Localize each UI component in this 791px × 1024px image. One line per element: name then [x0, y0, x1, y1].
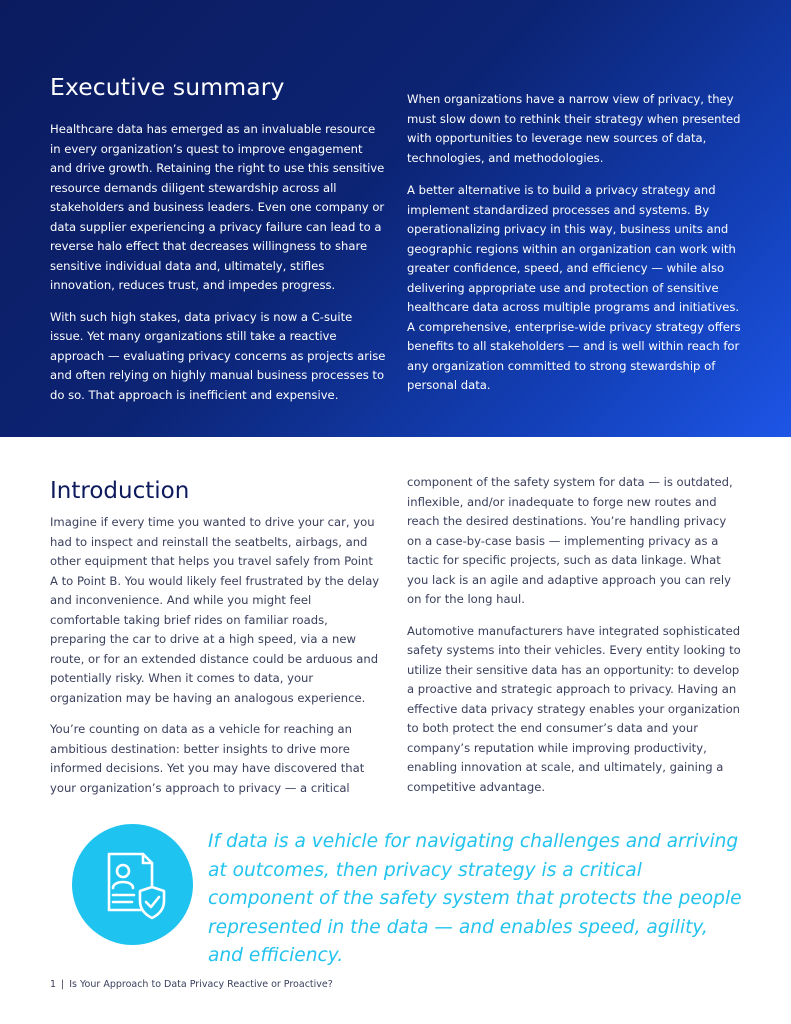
executive-summary-section	[0, 0, 791, 437]
executive-summary-left-column	[50, 72, 386, 417]
document-shield-check-icon	[72, 824, 193, 945]
page-footer	[50, 979, 333, 990]
pull-quote: If data is a vehicle for navigating challenges and arriving at outcomes, then privacy strategy is a critical component of the safety system that protects the people represented in the data — and enables speed, agility, and efficiency.	[208, 831, 742, 966]
introduction-heading: Introduction	[50, 478, 190, 504]
introduction-paragraph: component of the safety system for data — is outdated, inflexible, and/or inadequate to forge new routes and reach the desired destinations. You’re handling privacy on a case-by-case basis — implementing privacy as a tactic for specific projects, such as data linkage. What you lack is an agile and adaptive approach you can rely on for the long haul.	[407, 475, 733, 606]
executive-summary-paragraph: With such high stakes, data privacy is now a C-suite issue. Yet many organizations still take a reactive approach — evaluating privacy concerns as projects arise and often relying on highly manual business processes to do so. That approach is inefficient and expensive.	[50, 309, 386, 402]
page-number: 1	[50, 979, 57, 990]
executive-summary-heading: Executive summary	[50, 73, 285, 101]
executive-summary-right-column	[407, 90, 743, 409]
executive-summary-paragraph: A better alternative is to build a privacy strategy and implement standardized processes and systems. By operationalizing privacy in this way, business units and geographic regions within an organization can work with greater confidence, speed, and efficiency — while also delivering appropriate use and protection of sensitive healthcare data across multiple programs and initiatives. A comprehensive, enterprise-wide privacy strategy offers benefits to all stakeholders — and is well within reach for any organization committed to strong stewardship of personal data.	[407, 183, 741, 392]
introduction-right-column	[407, 473, 743, 809]
executive-summary-paragraph: When organizations have a narrow view of privacy, they must slow down to rethink their strategy when presented with opportunities to leverage new sources of data, technologies, and methodologies.	[407, 92, 741, 165]
introduction-left-column	[50, 476, 384, 810]
introduction-paragraph: Imagine if every time you wanted to drive your car, you had to inspect and reinstall the seatbelts, airbags, and other equipment that helps you travel safely from Point A to Point B. You would likely feel frustrated by the delay and inconvenience. And while you might feel comfortable taking brief rides on familiar roads, preparing the car to drive at a high speed, via a new route, or for an extended distance could be arduous and potentially risky. When it comes to data, your organization may be having an analogous experience.	[50, 515, 380, 705]
executive-summary-paragraph: Healthcare data has emerged as an invaluable resource in every organization’s quest to improve engagement and drive growth. Retaining the right to use this sensitive resource demands diligent stewardship across all stakeholders and business leaders. Even one company or data supplier experiencing a privacy failure can lead to a reverse halo effect that decreases willingness to share sensitive individual data and, ultimately, stifles innovation, reduces trust, and impedes progress.	[50, 122, 385, 292]
introduction-paragraph: You’re counting on data as a vehicle for reaching an ambitious destination: better insights to drive more informed decisions. Yet you may have discovered that your organization’s approach to privacy — a critical	[50, 722, 365, 795]
introduction-paragraph: Automotive manufacturers have integrated sophisticated safety systems into their vehicles. Every entity looking to utilize their sensitive data has an opportunity: to develop a proactive and strategic approach to privacy. Having an effective data privacy strategy enables your organization to both protect the end consumer’s data and your company’s reputation while improving productivity, enabling innovation at scale, and ultimately, gaining a competitive advantage.	[407, 623, 741, 794]
footer-separator: |	[61, 979, 65, 990]
document-title: Is Your Approach to Data Privacy Reactive or Proactive?	[69, 979, 333, 990]
